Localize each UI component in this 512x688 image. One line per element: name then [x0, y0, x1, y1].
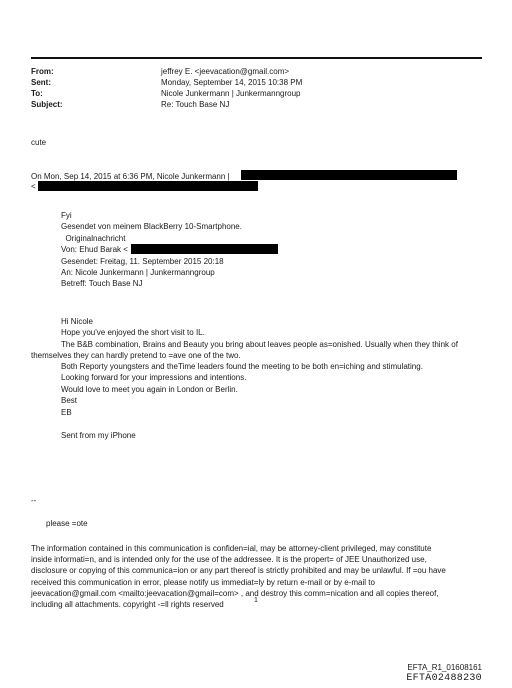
page-number: 1	[254, 597, 258, 604]
redaction-bar	[131, 244, 278, 254]
disclaimer-line: received this communication in error, please notify us immediat=ly by return e-mail or by e-mail to	[31, 577, 375, 587]
disclaimer-line: including all attachments. copyright -=ll rights reserved	[31, 600, 224, 610]
quote-intro: On Mon, Sep 14, 2015 at 6:36 PM, Nicole Junkermann |	[31, 172, 230, 181]
forward-line: An: Nicole Junkermann | Junkermanngroup	[61, 268, 215, 278]
message-line: The B&B combination, Brains and Beauty you bring about leaves people as=onished. Usually when they think of	[61, 339, 458, 349]
disclaimer-line: The information contained in this communication is confiden=ial, may be attorney-client privileged, may constitute	[31, 544, 432, 553]
message-greeting: Hi Nicole	[61, 317, 94, 326]
quote-intro-cont: <	[31, 182, 36, 191]
header-to-row	[31, 88, 482, 99]
forward-line: Betreff: Touch Base NJ	[61, 279, 143, 289]
disclaimer-line: inside informati=n, and is intended only for the use of the addressee. It is the propert= of JEE Unauthorized use,	[31, 555, 427, 565]
email-header	[31, 66, 482, 110]
subject-value: Re: Touch Base NJ	[161, 100, 230, 109]
message-block-bottom	[61, 361, 423, 418]
to-value: Nicole Junkermann | Junkermanngroup	[161, 89, 301, 98]
header-subject-row	[31, 99, 482, 110]
redaction-bar	[241, 170, 457, 180]
message-signature: EB	[61, 407, 72, 417]
bates-stamp-secondary: EFTA02488230	[406, 673, 482, 684]
bates-stamp-primary: EFTA_R1_01608161	[407, 663, 482, 672]
header-sent-row	[31, 77, 482, 88]
forward-line: Von: Ehud Barak <	[61, 245, 128, 255]
redaction-bar	[38, 181, 258, 191]
sent-label: Sent:	[31, 78, 51, 87]
message-line: themselves they can hardly pretend to =ave one of the two.	[31, 351, 241, 360]
message-line: Looking forward for your impressions and intentions.	[61, 373, 247, 383]
header-from-row	[31, 66, 482, 77]
message-block-top	[61, 316, 458, 350]
to-label: To:	[31, 89, 43, 98]
forward-line: Gesendet: Freitag, 11. September 2015 20:18	[61, 256, 224, 266]
header-rule	[31, 57, 482, 59]
sent-value: Monday, September 14, 2015 10:38 PM	[161, 78, 303, 87]
signature-separator: --	[31, 496, 37, 505]
forward-line: Gesendet von meinem BlackBerry 10-Smartphone.	[61, 222, 242, 232]
message-line: Hope you've enjoyed the short visit to IL.	[61, 328, 205, 338]
forward-line: Fyi	[61, 211, 72, 220]
message-signoff: Best	[61, 396, 78, 406]
forward-line: Originalnachricht	[61, 233, 126, 243]
reply-text: cute	[31, 138, 47, 147]
from-label: From:	[31, 67, 54, 76]
message-line: Both Reporty youngsters and theTime leaders found the meeting to be both en=iching and stimulating.	[61, 362, 423, 371]
please-note: please =ote	[46, 519, 88, 528]
sent-from-line: Sent from my iPhone	[61, 431, 136, 440]
disclaimer-line: jeevacation@gmail.com <mailto:jeevacation@gmail=com> , and destroy this comm=nication and all copies thereof,	[31, 588, 439, 598]
message-line: Would love to meet you again in London or Berlin.	[61, 384, 238, 394]
from-value: jeffrey E. <jeevacation@gmail.com>	[161, 67, 290, 76]
disclaimer-line: disclosure or copying of this communica=ion or any part thereof is strictly prohibited and may be unlawful. If =ou have	[31, 566, 446, 576]
subject-label: Subject:	[31, 100, 63, 109]
